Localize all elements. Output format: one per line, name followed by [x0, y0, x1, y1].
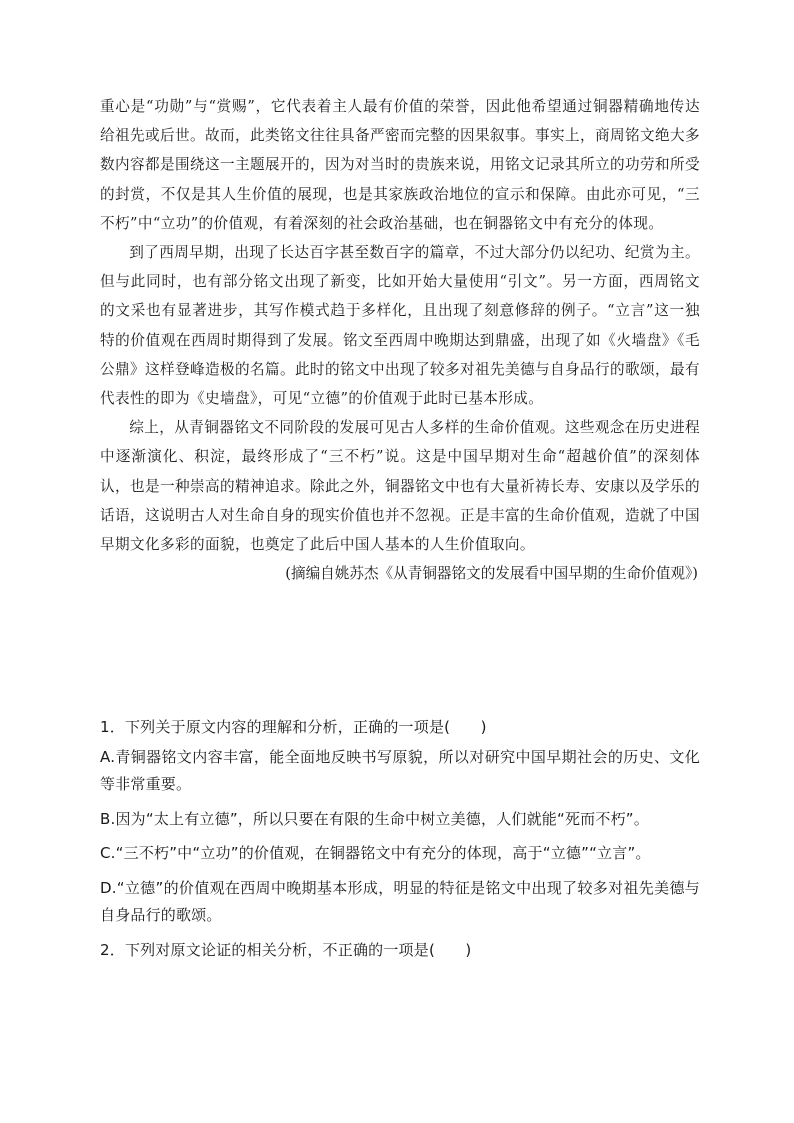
- question-1-option-a: A.青铜器铭文内容丰富，能全面地反映书写原貌，所以对研究中国早期社会的历史、文化等非常重要。: [100, 747, 700, 793]
- reading-passage: [100, 92, 700, 588]
- question-1-option-d: D.“立德”的价值观在西周中晚期基本形成，明显的特征是铭文中出现了较多对祖先美德与自身品行的歌颂。: [100, 878, 700, 924]
- question-1-option-c: C.“三不朽”中“立功”的价值观，在铜器铭文中有充分的体现，高于“立德”“立言”。: [100, 844, 651, 862]
- passage-paragraph-2: 到了西周早期，出现了长达百字甚至数百字的篇章，不过大部分仍以纪功、纪赏为主。但与此同时，也有部分铭文出现了新变，比如开始大量使用“引文”。另一方面，西周铭文的文采也有显著进步，其写作模式趋于多样化，且出现了刻意修辞的例子。“立言”这一独特的价值观在西周时期得到了发展。铭文至西周中晚期达到鼎盛，出现了如《火墙盘》《毛公鼎》这样登峰造极的名篇。此时的铭文中出现了较多对祖先美德与自身品行的歌颂，最有代表性的即为《史墙盘》，可见“立德”的价值观于此时已基本形成。: [100, 244, 700, 408]
- question-1-option-b: B.因为“太上有立德”，所以只要在有限的生命中树立美德，人们就能“死而不朽”。: [100, 809, 649, 828]
- passage-paragraph-1: 重心是“功勋”与“赏赐”，它代表着主人最有价值的荣誉，因此他希望通过铜器精确地传达给祖先或后世。故而，此类铭文往往具备严密而完整的因果叙事。事实上，商周铭文绝大多数内容都是围绕这一主题展开的，因为对当时的贵族来说，用铭文记录其所立的功劳和所受的封赏，不仅是其人生价值的展现，也是其家族政治地位的宣示和保障。由此亦可见，“三不朽”中“立功”的价值观，有着深刻的社会政治基础，也在铜器铭文中有充分的体现。: [100, 98, 700, 232]
- question-2-stem: 2．下列对原文论证的相关分析，不正确的一项是( ): [100, 940, 472, 959]
- question-section: [100, 714, 700, 966]
- passage-source: (摘编自姚苏杰《从青铜器铭文的发展看中国早期的生命价值观》): [285, 565, 698, 583]
- passage-paragraph-3: 综上，从青铜器铭文不同阶段的发展可见古人多样的生命价值观。这些观念在历史进程中逐渐演化、积淀，最终形成了“三不朽”说。这是中国早期对生命“超越价值”的深刻体认，也是一种崇高的精神追求。除此之外，铜器铭文中也有大量祈祷长寿、安康以及学乐的话语，这说明古人对生命自身的现实价值也并不忽视。正是丰富的生命价值观，造就了中国早期文化多彩的面貌，也奠定了此后中国人基本的人生价值取向。: [100, 419, 700, 554]
- question-1-stem: 1．下列关于原文内容的理解和分析，正确的一项是( ): [100, 718, 487, 736]
